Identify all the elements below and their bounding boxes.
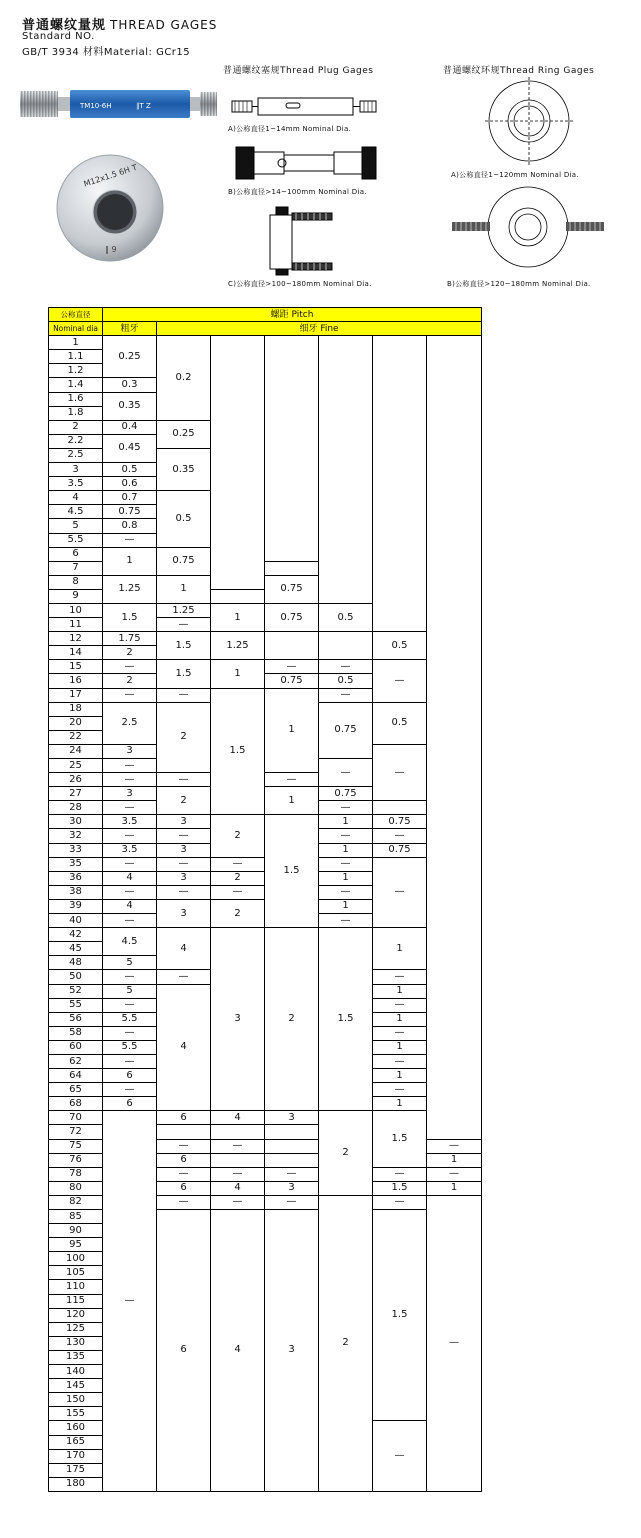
pitch-cell: 1.5	[265, 815, 319, 928]
nominal-dia-cell: 12	[49, 632, 103, 646]
pitch-cell: 2.5	[103, 702, 157, 744]
pitch-cell: 2	[265, 928, 319, 1111]
pitch-cell: 0.5	[319, 603, 373, 631]
pitch-cell: 4	[211, 1210, 265, 1492]
pitch-cell: —	[157, 688, 211, 702]
nominal-dia-cell: 56	[49, 1012, 103, 1026]
pitch-cell: —	[103, 885, 157, 899]
pitch-cell	[373, 336, 427, 632]
dia-label-cn: 公称直径	[49, 308, 103, 322]
pitch-cell	[265, 1125, 319, 1139]
nominal-dia-cell: 150	[49, 1393, 103, 1407]
pitch-cell: —	[211, 1139, 265, 1153]
table-row	[49, 336, 482, 350]
nominal-dia-cell: 80	[49, 1181, 103, 1195]
pitch-cell: —	[103, 1026, 157, 1040]
pitch-cell: —	[157, 885, 211, 899]
nominal-dia-cell: 58	[49, 1026, 103, 1040]
pitch-cell: —	[103, 1083, 157, 1097]
pitch-cell: 1.75	[103, 632, 157, 646]
nominal-dia-cell: 50	[49, 970, 103, 984]
nominal-dia-cell: 48	[49, 956, 103, 970]
pitch-cell: 4.5	[103, 928, 157, 956]
pitch-cell: —	[103, 801, 157, 815]
pitch-cell: —	[373, 857, 427, 927]
standard-label: Standard NO.	[22, 31, 95, 42]
nominal-dia-cell: 170	[49, 1449, 103, 1463]
nominal-dia-cell: 16	[49, 674, 103, 688]
pitch-cell: —	[373, 1054, 427, 1068]
pitch-cell: 1.5	[373, 1111, 427, 1167]
nominal-dia-cell: 7	[49, 561, 103, 575]
nominal-dia-cell: 42	[49, 928, 103, 942]
nominal-dia-cell: 6	[49, 547, 103, 561]
pitch-header: 螺距 Pitch	[103, 308, 482, 322]
table-row	[49, 815, 482, 829]
pitch-cell: —	[373, 970, 427, 984]
pitch-cell: 6	[157, 1111, 211, 1125]
pitch-cell: 2	[211, 815, 265, 857]
table-row	[49, 632, 482, 646]
nominal-dia-cell: 1.1	[49, 350, 103, 364]
table-row	[49, 928, 482, 942]
nominal-dia-cell: 145	[49, 1379, 103, 1393]
pitch-cell: 6	[103, 1097, 157, 1111]
pitch-cell: 4	[103, 871, 157, 885]
nominal-dia-cell: 2.2	[49, 434, 103, 448]
pitch-cell: —	[103, 688, 157, 702]
nominal-dia-cell: 75	[49, 1139, 103, 1153]
pitch-cell: 1	[319, 899, 373, 913]
caption-ring-a: A)公称直径1~120mm Nominal Dia.	[451, 171, 579, 179]
ring-gage-label: M12x1.5 6H T	[82, 162, 139, 189]
pitch-cell: 2	[103, 674, 157, 688]
pitch-cell: —	[373, 660, 427, 702]
pitch-cell: —	[211, 1195, 265, 1209]
nominal-dia-cell: 165	[49, 1435, 103, 1449]
pitch-cell: 0.7	[103, 491, 157, 505]
nominal-dia-cell: 9	[49, 589, 103, 603]
nominal-dia-cell: 15	[49, 660, 103, 674]
pitch-cell: 3	[103, 744, 157, 758]
pitch-cell: 0.25	[157, 420, 211, 448]
pitch-cell: 0.8	[103, 519, 157, 533]
plug-gage-photo	[18, 82, 218, 127]
pitch-cell: —	[265, 1167, 319, 1181]
pitch-cell: 3.5	[103, 815, 157, 829]
pitch-cell: —	[319, 829, 373, 843]
pitch-cell: —	[157, 857, 211, 871]
nominal-dia-cell: 180	[49, 1477, 103, 1491]
pitch-cell: —	[427, 1167, 482, 1181]
svg-text:∥ 9: ∥ 9	[105, 245, 117, 254]
nominal-dia-cell: 17	[49, 688, 103, 702]
pitch-cell: 1.5	[373, 1210, 427, 1421]
pitch-cell: 6	[157, 1210, 211, 1492]
plug-drawing-b	[232, 143, 392, 183]
pitch-cell: 0.4	[103, 420, 157, 434]
pitch-cell: 1.5	[157, 632, 211, 660]
pitch-cell: —	[319, 660, 373, 674]
nominal-dia-cell: 3	[49, 463, 103, 477]
pitch-cell: 4	[211, 1181, 265, 1195]
nominal-dia-cell: 1.4	[49, 378, 103, 392]
pitch-cell: —	[265, 773, 319, 787]
pitch-cell: 0.75	[373, 815, 427, 829]
nominal-dia-cell: 24	[49, 744, 103, 758]
pitch-cell: 3	[157, 899, 211, 927]
pitch-cell: 1	[265, 688, 319, 773]
nominal-dia-cell: 60	[49, 1040, 103, 1054]
nominal-dia-cell: 38	[49, 885, 103, 899]
pitch-cell: 1	[319, 815, 373, 829]
nominal-dia-cell: 1.2	[49, 364, 103, 378]
pitch-cell: 0.5	[157, 491, 211, 547]
pitch-cell: —	[103, 533, 157, 547]
pitch-cell: 0.5	[373, 632, 427, 660]
nominal-dia-cell: 1.8	[49, 406, 103, 420]
plug-gage-label: TM10-6H	[80, 102, 112, 110]
pitch-cell: 0.5	[319, 674, 373, 688]
ring-gage-photo	[55, 148, 165, 268]
pitch-cell: 1	[427, 1153, 482, 1167]
nominal-dia-cell: 3.5	[49, 477, 103, 491]
pitch-cell: 3	[157, 843, 211, 857]
pitch-cell: 1	[265, 787, 319, 815]
nominal-dia-cell: 4.5	[49, 505, 103, 519]
ring-gages-header: 普通螺纹环规Thread Ring Gages	[443, 66, 595, 76]
nominal-dia-cell: 20	[49, 716, 103, 730]
pitch-cell: 1	[373, 1097, 427, 1111]
pitch-cell: 1.5	[319, 928, 373, 1111]
pitch-cell: 0.6	[103, 477, 157, 491]
pitch-cell: 2	[157, 702, 211, 772]
pitch-cell: —	[157, 1167, 211, 1181]
pitch-cell: 0.3	[103, 378, 157, 392]
nominal-dia-cell: 35	[49, 857, 103, 871]
nominal-dia-cell: 28	[49, 801, 103, 815]
pitch-cell: —	[373, 744, 427, 800]
pitch-cell: 0.45	[103, 434, 157, 462]
nominal-dia-cell: 1.6	[49, 392, 103, 406]
caption-plug-b: B)公称直径>14~100mm Nominal Dia.	[228, 188, 367, 196]
pitch-cell: —	[211, 1167, 265, 1181]
nominal-dia-cell: 72	[49, 1125, 103, 1139]
pitch-cell: 1.5	[211, 688, 265, 815]
pitch-cell: —	[103, 1111, 157, 1492]
nominal-dia-cell: 39	[49, 899, 103, 913]
pitch-cell: 0.5	[103, 463, 157, 477]
nominal-dia-cell: 82	[49, 1195, 103, 1209]
fine-header: 细牙 Fine	[157, 322, 482, 336]
dia-label-en: Nominal dia	[49, 322, 103, 336]
nominal-dia-cell: 5	[49, 519, 103, 533]
table-row	[49, 1111, 482, 1125]
pitch-cell	[319, 632, 373, 660]
nominal-dia-cell: 95	[49, 1238, 103, 1252]
pitch-cell: 1.5	[103, 603, 157, 631]
pitch-cell: 3	[265, 1210, 319, 1492]
nominal-dia-cell: 26	[49, 773, 103, 787]
nominal-dia-cell: 62	[49, 1054, 103, 1068]
nominal-dia-cell: 10	[49, 603, 103, 617]
nominal-dia-cell: 11	[49, 618, 103, 632]
pitch-cell: —	[265, 1195, 319, 1209]
pitch-cell: 0.75	[373, 843, 427, 857]
pitch-cell: 1	[319, 871, 373, 885]
pitch-cell: 1	[373, 1069, 427, 1083]
pitch-cell: 0.35	[157, 448, 211, 490]
pitch-cell: 0.75	[319, 702, 373, 758]
pitch-cell: 0.75	[265, 674, 319, 688]
pitch-cell: —	[211, 885, 265, 899]
pitch-cell: 1	[319, 843, 373, 857]
pitch-cell: 1.25	[157, 603, 211, 617]
nominal-dia-cell: 45	[49, 942, 103, 956]
pitch-cell: —	[319, 885, 373, 899]
pitch-cell: —	[157, 1195, 211, 1209]
pitch-cell: 1	[373, 984, 427, 998]
nominal-dia-cell: 90	[49, 1224, 103, 1238]
pitch-cell: —	[103, 914, 157, 928]
coarse-header: 粗牙	[103, 322, 157, 336]
pitch-cell: —	[373, 998, 427, 1012]
nominal-dia-cell: 125	[49, 1322, 103, 1336]
pitch-cell: —	[373, 1026, 427, 1040]
nominal-dia-cell: 130	[49, 1336, 103, 1350]
pitch-cell	[265, 336, 319, 562]
nominal-dia-cell: 4	[49, 491, 103, 505]
nominal-dia-cell: 18	[49, 702, 103, 716]
pitch-cell	[211, 1125, 265, 1139]
nominal-dia-cell: 33	[49, 843, 103, 857]
caption-plug-a: A)公称直径1~14mm Nominal Dia.	[228, 125, 352, 133]
pitch-cell: 5	[103, 984, 157, 998]
pitch-cell: 3.5	[103, 843, 157, 857]
pitch-cell	[265, 1153, 319, 1167]
ring-drawing-a	[485, 77, 575, 167]
plug-gages-header: 普通螺纹塞规Thread Plug Gages	[223, 66, 374, 76]
nominal-dia-cell: 64	[49, 1069, 103, 1083]
nominal-dia-cell: 120	[49, 1308, 103, 1322]
nominal-dia-cell: 85	[49, 1210, 103, 1224]
nominal-dia-cell: 115	[49, 1294, 103, 1308]
header-row-1	[49, 308, 482, 322]
pitch-cell	[265, 632, 319, 660]
nominal-dia-cell: 2	[49, 420, 103, 434]
pitch-cell: 5.5	[103, 1012, 157, 1026]
title-cn: 普通螺纹量规	[22, 18, 107, 33]
nominal-dia-cell: 155	[49, 1407, 103, 1421]
pitch-cell: —	[103, 970, 157, 984]
nominal-dia-cell: 25	[49, 759, 103, 773]
nominal-dia-cell: 32	[49, 829, 103, 843]
pitch-cell: —	[373, 1421, 427, 1491]
pitch-cell: 0.75	[319, 787, 373, 801]
pitch-cell: 2	[211, 899, 265, 927]
nominal-dia-cell: 68	[49, 1097, 103, 1111]
pitch-cell: —	[211, 857, 265, 871]
header-row-2	[49, 322, 482, 336]
caption-ring-b: B)公称直径>120~180mm Nominal Dia.	[447, 280, 591, 288]
nominal-dia-cell: 100	[49, 1252, 103, 1266]
pitch-cell: 0.2	[157, 336, 211, 421]
pitch-cell: 4	[157, 984, 211, 1111]
nominal-dia-cell: 175	[49, 1463, 103, 1477]
pitch-cell: —	[157, 970, 211, 984]
pitch-cell: 1	[373, 1012, 427, 1026]
pitch-cell: 3	[157, 815, 211, 829]
nominal-dia-cell: 135	[49, 1350, 103, 1364]
pitch-cell: —	[265, 660, 319, 674]
pitch-cell: —	[103, 1054, 157, 1068]
pitch-cell: —	[373, 1195, 427, 1209]
pitch-cell: 2	[319, 1195, 373, 1491]
nominal-dia-cell: 22	[49, 730, 103, 744]
pitch-cell: —	[103, 857, 157, 871]
pitch-cell: —	[319, 914, 373, 928]
title-en: THREAD GAGES	[110, 18, 218, 32]
caption-plug-c: C)公称直径>100~180mm Nominal Dia.	[228, 280, 372, 288]
pitch-cell: —	[427, 1195, 482, 1491]
pitch-cell: —	[103, 773, 157, 787]
pitch-cell: 3	[265, 1111, 319, 1125]
pitch-table	[48, 307, 482, 1492]
pitch-cell: 6	[157, 1153, 211, 1167]
pitch-cell: 2	[157, 787, 211, 815]
ring-drawing-b	[448, 182, 608, 272]
pitch-cell: 1	[211, 660, 265, 688]
pitch-cell: 3	[103, 787, 157, 801]
pitch-cell	[157, 1125, 211, 1139]
pitch-cell: 0.75	[103, 505, 157, 519]
pitch-cell: —	[103, 759, 157, 773]
pitch-cell: —	[319, 857, 373, 871]
pitch-cell: —	[373, 829, 427, 843]
pitch-cell: —	[157, 773, 211, 787]
pitch-cell: 6	[157, 1181, 211, 1195]
nominal-dia-cell: 30	[49, 815, 103, 829]
pitch-cell: 1	[157, 575, 211, 603]
nominal-dia-cell: 65	[49, 1083, 103, 1097]
table-row	[49, 660, 482, 674]
nominal-dia-cell: 70	[49, 1111, 103, 1125]
nominal-dia-cell: 14	[49, 646, 103, 660]
pitch-cell	[265, 1139, 319, 1153]
pitch-cell: 5	[103, 956, 157, 970]
pitch-cell: 6	[103, 1069, 157, 1083]
pitch-cell: —	[157, 1139, 211, 1153]
pitch-cell: 0.5	[373, 702, 427, 744]
nominal-dia-cell: 110	[49, 1280, 103, 1294]
pitch-cell: 1.5	[373, 1181, 427, 1195]
pitch-cell: —	[103, 660, 157, 674]
pitch-cell: —	[157, 829, 211, 843]
pitch-cell: 4	[157, 928, 211, 970]
nominal-dia-cell: 52	[49, 984, 103, 998]
pitch-cell	[211, 1153, 265, 1167]
nominal-dia-cell: 160	[49, 1421, 103, 1435]
pitch-cell: 0.75	[157, 547, 211, 575]
pitch-cell: 1.5	[157, 660, 211, 688]
nominal-dia-cell: 78	[49, 1167, 103, 1181]
svg-text:∥T Z: ∥T Z	[136, 102, 151, 110]
pitch-cell: 1	[211, 603, 265, 631]
nominal-dia-cell: 36	[49, 871, 103, 885]
pitch-cell: 3	[211, 928, 265, 1111]
pitch-cell: —	[103, 829, 157, 843]
standard-line: GB/T 3934 材料Material: GCr15	[22, 47, 191, 58]
pitch-cell: 1.25	[211, 632, 265, 660]
plug-drawing-a	[230, 92, 390, 122]
nominal-dia-cell: 55	[49, 998, 103, 1012]
pitch-cell: 1.25	[103, 575, 157, 603]
pitch-cell	[427, 336, 482, 1139]
pitch-cell: 2	[211, 871, 265, 885]
pitch-cell: —	[319, 688, 373, 702]
nominal-dia-cell: 5.5	[49, 533, 103, 547]
pitch-cell: —	[319, 759, 373, 787]
pitch-cell: —	[427, 1139, 482, 1153]
pitch-cell: 4	[103, 899, 157, 913]
pitch-cell: 3	[157, 871, 211, 885]
pitch-cell: 0.25	[103, 336, 157, 378]
nominal-dia-cell: 105	[49, 1266, 103, 1280]
nominal-dia-cell: 8	[49, 575, 103, 589]
pitch-cell: —	[373, 1083, 427, 1097]
pitch-cell: —	[373, 1167, 427, 1181]
pitch-cell: 0.75	[265, 603, 319, 631]
pitch-cell: 0.75	[265, 575, 319, 603]
nominal-dia-cell: 2.5	[49, 448, 103, 462]
pitch-cell: 4	[211, 1111, 265, 1125]
nominal-dia-cell: 1	[49, 336, 103, 350]
pitch-cell: 1	[373, 928, 427, 970]
nominal-dia-cell: 40	[49, 914, 103, 928]
pitch-cell: 0.35	[103, 392, 157, 420]
pitch-cell	[211, 336, 265, 590]
pitch-cell: —	[157, 618, 211, 632]
pitch-cell: 5.5	[103, 1040, 157, 1054]
nominal-dia-cell: 76	[49, 1153, 103, 1167]
nominal-dia-cell: 140	[49, 1365, 103, 1379]
pitch-cell: 2	[103, 646, 157, 660]
pitch-cell: 1	[103, 547, 157, 575]
pitch-cell: —	[319, 801, 373, 815]
pitch-cell: —	[103, 998, 157, 1012]
pitch-cell: 1	[427, 1181, 482, 1195]
nominal-dia-cell: 27	[49, 787, 103, 801]
plug-drawing-c	[266, 205, 346, 277]
pitch-cell: 3	[265, 1181, 319, 1195]
pitch-cell: 1	[373, 1040, 427, 1054]
pitch-cell	[319, 336, 373, 604]
pitch-cell: 2	[319, 1111, 373, 1196]
